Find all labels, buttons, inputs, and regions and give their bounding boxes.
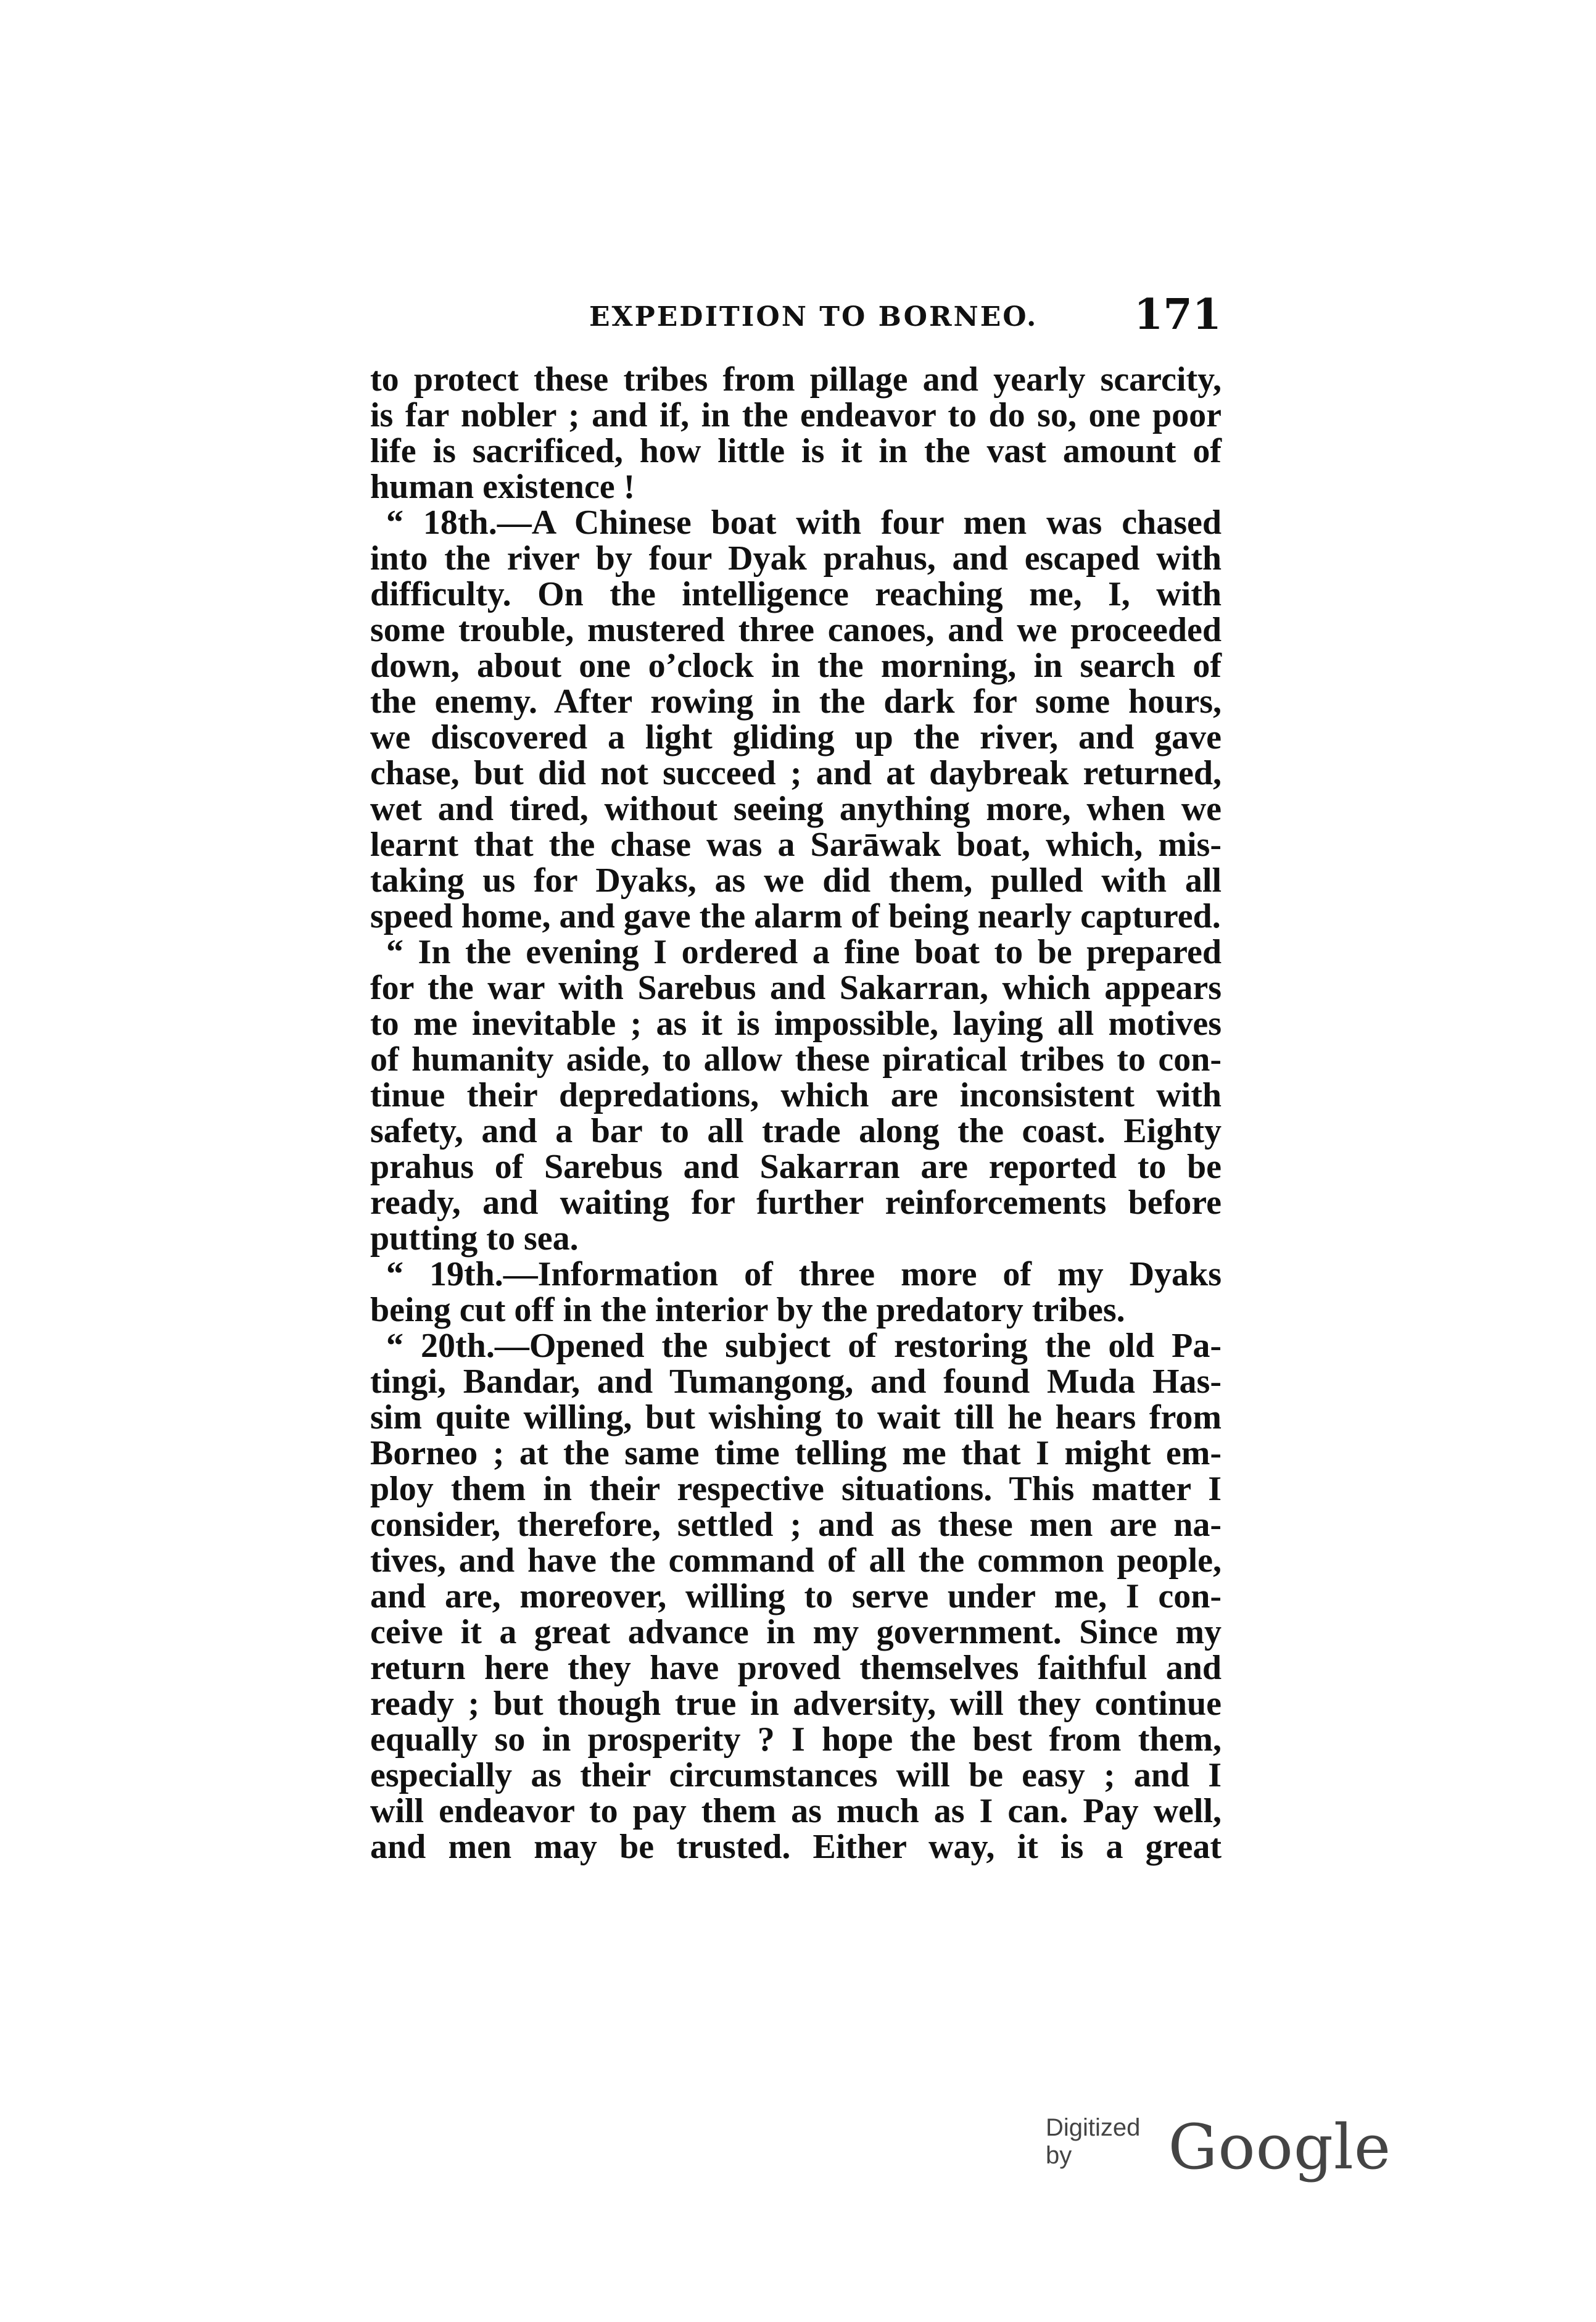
google-logo: Google: [1168, 2111, 1391, 2183]
text-line: consider, therefore, settled ; and as these men are na-: [370, 1506, 1222, 1544]
text-line: human existence !: [370, 468, 635, 506]
text-line: “ 18th.—A Chinese boat with four men was chased: [386, 504, 1222, 542]
text-line: into the river by four Dyak prahus, and escaped with: [370, 539, 1222, 578]
text-line: some trouble, mustered three canoes, and we proceeded: [370, 611, 1222, 649]
text-line: of humanity aside, to allow these piratical tribes to con-: [370, 1040, 1222, 1079]
text-line: will endeavor to pay them as much as I can. Pay well,: [370, 1792, 1222, 1830]
watermark-prefix: Digitized by: [1046, 2114, 1141, 2169]
running-head: EXPEDITION TO BORNEO.: [589, 301, 1038, 333]
text-line: is far nobler ; and if, in the endeavor to do so, one poor: [370, 396, 1222, 434]
text-line: Borneo ; at the same time telling me that I might em-: [370, 1434, 1222, 1472]
text-line: chase, but did not succeed ; and at daybreak returned,: [370, 754, 1222, 792]
text-line: ceive it a great advance in my government. Since my: [370, 1613, 1222, 1651]
text-line: ready ; but though true in adversity, will they continue: [370, 1685, 1222, 1723]
text-line: speed home, and gave the alarm of being nearly captured.: [370, 897, 1221, 935]
text-line: especially as their circumstances will be easy ; and I: [370, 1756, 1222, 1794]
text-line: equally so in prosperity ? I hope the best from them,: [370, 1720, 1222, 1759]
text-line: down, about one o’clock in the morning, in search of: [370, 647, 1222, 685]
text-line: we discovered a light gliding up the river, and gave: [370, 718, 1222, 757]
text-line: learnt that the chase was a Sarāwak boat, which, mis-: [370, 826, 1222, 864]
text-line: and men may be trusted. Either way, it is a great: [370, 1828, 1222, 1866]
text-line: tives, and have the command of all the common people,: [370, 1541, 1222, 1580]
text-line: “ In the evening I ordered a fine boat to be prepared: [386, 933, 1222, 971]
text-line: return here they have proved themselves faithful and: [370, 1649, 1222, 1687]
text-line: ploy them in their respective situations. This matter I: [370, 1470, 1222, 1508]
text-line: putting to sea.: [370, 1219, 579, 1258]
text-line: being cut off in the interior by the predatory tribes.: [370, 1291, 1125, 1329]
text-line: to protect these tribes from pillage and yearly scarcity,: [370, 360, 1222, 399]
text-line: to me inevitable ; as it is impossible, laying all motives: [370, 1005, 1222, 1043]
text-line: tinue their depredations, which are inconsistent with: [370, 1076, 1222, 1114]
text-line: the enemy. After rowing in the dark for some hours,: [370, 682, 1222, 721]
page-header: [370, 290, 1222, 346]
text-line: ready, and waiting for further reinforcements before: [370, 1184, 1222, 1222]
text-line: “ 20th.—Opened the subject of restoring the old Pa-: [386, 1327, 1222, 1365]
text-line: difficulty. On the intelligence reaching me, I, with: [370, 575, 1222, 613]
text-line: life is sacrificed, how little is it in the vast amount of: [370, 432, 1222, 470]
text-line: taking us for Dyaks, as we did them, pulled with all: [370, 861, 1222, 900]
text-line: “ 19th.—Information of three more of my Dyaks: [386, 1255, 1222, 1293]
text-line: for the war with Sarebus and Sakarran, which appears: [370, 969, 1222, 1007]
text-line: wet and tired, without seeing anything more, when we: [370, 790, 1222, 828]
text-line: prahus of Sarebus and Sakarran are reported to be: [370, 1148, 1222, 1186]
text-line: sim quite willing, but wishing to wait till he hears from: [370, 1398, 1222, 1437]
text-line: and are, moreover, willing to serve under me, I con-: [370, 1577, 1222, 1615]
page-number: 171: [1134, 290, 1222, 339]
body-text: [370, 362, 1222, 1865]
text-line: tingi, Bandar, and Tumangong, and found Muda Has-: [370, 1362, 1222, 1401]
digitized-by-watermark: [1046, 2110, 1391, 2183]
text-line: safety, and a bar to all trade along the coast. Eighty: [370, 1112, 1222, 1150]
